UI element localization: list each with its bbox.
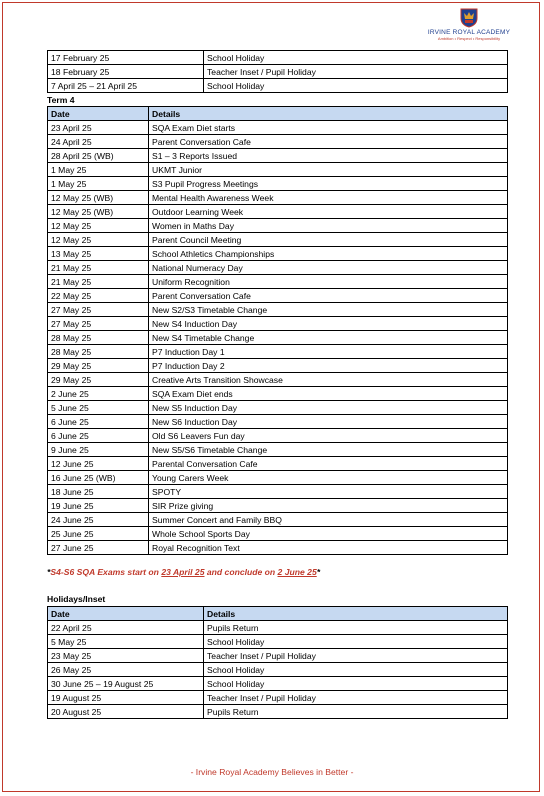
table-header-row — [48, 607, 508, 621]
row-date: 27 June 25 — [48, 541, 149, 555]
row-details: SIR Prize giving — [149, 499, 508, 513]
row-date: 23 April 25 — [48, 121, 149, 135]
row-details: Teacher Inset / Pupil Holiday — [204, 691, 508, 705]
table-row — [48, 261, 508, 275]
row-date: 1 May 25 — [48, 177, 149, 191]
table-row — [48, 275, 508, 289]
row-date: 26 May 25 — [48, 663, 204, 677]
row-date: 12 May 25 — [48, 233, 149, 247]
table-row — [48, 345, 508, 359]
row-details: Royal Recognition Text — [149, 541, 508, 555]
row-date: 18 February 25 — [48, 65, 204, 79]
row-details: Pupils Return — [204, 621, 508, 635]
table-row — [48, 219, 508, 233]
table-row — [48, 527, 508, 541]
table-row — [48, 457, 508, 471]
term3-continuation-table — [47, 50, 508, 93]
table-row — [48, 65, 508, 79]
table-row — [48, 359, 508, 373]
row-details: New S4 Timetable Change — [149, 331, 508, 345]
table-row — [48, 443, 508, 457]
table-row — [48, 663, 508, 677]
row-date: 28 May 25 — [48, 345, 149, 359]
table-row — [48, 499, 508, 513]
row-date: 30 June 25 – 19 August 25 — [48, 677, 204, 691]
crest-icon — [460, 8, 478, 28]
row-details: SQA Exam Diet ends — [149, 387, 508, 401]
row-date: 22 April 25 — [48, 621, 204, 635]
logo-name: IRVINE ROYAL ACADEMY — [427, 29, 511, 36]
school-logo — [424, 8, 514, 41]
table-row — [48, 635, 508, 649]
logo-motto: Ambition • Respect • Responsibility — [437, 36, 501, 41]
column-header-date: Date — [48, 607, 204, 621]
table-row — [48, 317, 508, 331]
table-row — [48, 79, 508, 93]
table-row — [48, 485, 508, 499]
table-row — [48, 373, 508, 387]
note-star: * — [316, 567, 321, 577]
note-star: * — [47, 567, 51, 577]
row-date: 13 May 25 — [48, 247, 149, 261]
row-date: 29 May 25 — [48, 359, 149, 373]
table-row — [48, 691, 508, 705]
table-row — [48, 331, 508, 345]
row-date: 17 February 25 — [48, 51, 204, 65]
row-date: 12 May 25 — [48, 219, 149, 233]
note-text: and conclude on — [204, 567, 278, 577]
row-date: 24 April 25 — [48, 135, 149, 149]
row-date: 21 May 25 — [48, 275, 149, 289]
row-details: Outdoor Learning Week — [149, 205, 508, 219]
row-details: School Holiday — [204, 663, 508, 677]
table-row — [48, 247, 508, 261]
row-details: Parental Conversation Cafe — [149, 457, 508, 471]
table-row — [48, 149, 508, 163]
table-row — [48, 471, 508, 485]
table-row — [48, 415, 508, 429]
holidays-table — [47, 606, 508, 719]
row-details: School Holiday — [204, 677, 508, 691]
row-details: New S5/S6 Timetable Change — [149, 443, 508, 457]
row-date: 24 June 25 — [48, 513, 149, 527]
row-date: 28 April 25 (WB) — [48, 149, 149, 163]
row-details: New S4 Induction Day — [149, 317, 508, 331]
row-date: 5 June 25 — [48, 401, 149, 415]
table-row — [48, 705, 508, 719]
row-date: 2 June 25 — [48, 387, 149, 401]
table-row — [48, 51, 508, 65]
table-row — [48, 135, 508, 149]
row-date: 19 June 25 — [48, 499, 149, 513]
row-details: School Holiday — [204, 635, 508, 649]
row-date: 25 June 25 — [48, 527, 149, 541]
row-date: 12 June 25 — [48, 457, 149, 471]
table-row — [48, 677, 508, 691]
note-text: S4-S6 SQA Exams start on — [50, 567, 162, 577]
column-header-details: Details — [204, 607, 508, 621]
row-details: Young Carers Week — [149, 471, 508, 485]
note-start-date: 23 April 25 — [161, 567, 205, 577]
table-row — [48, 121, 508, 135]
table-row — [48, 401, 508, 415]
row-details: New S6 Induction Day — [149, 415, 508, 429]
row-details: New S5 Induction Day — [149, 401, 508, 415]
row-date: 29 May 25 — [48, 373, 149, 387]
row-details: Parent Conversation Cafe — [149, 289, 508, 303]
table-row — [48, 163, 508, 177]
row-date: 19 August 25 — [48, 691, 204, 705]
table-row — [48, 303, 508, 317]
table-row — [48, 289, 508, 303]
table-row — [48, 177, 508, 191]
row-date: 1 May 25 — [48, 163, 149, 177]
row-details: P7 Induction Day 2 — [149, 359, 508, 373]
row-details: Mental Health Awareness Week — [149, 191, 508, 205]
table-row — [48, 513, 508, 527]
row-details: Pupils Return — [204, 705, 508, 719]
table-row — [48, 649, 508, 663]
row-date: 22 May 25 — [48, 289, 149, 303]
row-details: Old S6 Leavers Fun day — [149, 429, 508, 443]
row-details: Teacher Inset / Pupil Holiday — [204, 649, 508, 663]
row-details: SQA Exam Diet starts — [149, 121, 508, 135]
row-details: Summer Concert and Family BBQ — [149, 513, 508, 527]
row-details: National Numeracy Day — [149, 261, 508, 275]
table-row — [48, 233, 508, 247]
row-details: Teacher Inset / Pupil Holiday — [204, 65, 508, 79]
row-date: 16 June 25 (WB) — [48, 471, 149, 485]
row-details: S3 Pupil Progress Meetings — [149, 177, 508, 191]
row-details: School Holiday — [204, 51, 508, 65]
footer-tagline: - Irvine Royal Academy Believes in Better - — [190, 767, 354, 777]
row-details: Parent Conversation Cafe — [149, 135, 508, 149]
row-details: New S2/S3 Timetable Change — [149, 303, 508, 317]
row-date: 5 May 25 — [48, 635, 204, 649]
column-header-date: Date — [48, 107, 149, 121]
term4-heading: Term 4 — [47, 95, 75, 105]
term4-table — [47, 106, 508, 555]
table-row — [48, 541, 508, 555]
row-date: 6 June 25 — [48, 415, 149, 429]
row-details: P7 Induction Day 1 — [149, 345, 508, 359]
row-details: School Athletics Championships — [149, 247, 508, 261]
row-date: 20 August 25 — [48, 705, 204, 719]
row-date: 23 May 25 — [48, 649, 204, 663]
row-details: Women in Maths Day — [149, 219, 508, 233]
row-date: 12 May 25 (WB) — [48, 191, 149, 205]
column-header-details: Details — [149, 107, 508, 121]
row-details: Uniform Recognition — [149, 275, 508, 289]
table-row — [48, 621, 508, 635]
row-date: 21 May 25 — [48, 261, 149, 275]
row-details: Creative Arts Transition Showcase — [149, 373, 508, 387]
row-date: 9 June 25 — [48, 443, 149, 457]
row-date: 18 June 25 — [48, 485, 149, 499]
table-row — [48, 205, 508, 219]
row-date: 12 May 25 (WB) — [48, 205, 149, 219]
row-details: SPOTY — [149, 485, 508, 499]
table-row — [48, 191, 508, 205]
row-details: UKMT Junior — [149, 163, 508, 177]
table-row — [48, 387, 508, 401]
holidays-heading: Holidays/Inset — [47, 594, 106, 604]
row-date: 28 May 25 — [48, 331, 149, 345]
sqa-exam-note — [47, 567, 320, 577]
row-details: Parent Council Meeting — [149, 233, 508, 247]
table-header-row — [48, 107, 508, 121]
table-row — [48, 429, 508, 443]
row-details: School Holiday — [204, 79, 508, 93]
row-date: 27 May 25 — [48, 317, 149, 331]
row-date: 27 May 25 — [48, 303, 149, 317]
row-date: 7 April 25 – 21 April 25 — [48, 79, 204, 93]
row-date: 6 June 25 — [48, 429, 149, 443]
row-details: Whole School Sports Day — [149, 527, 508, 541]
note-end-date: 2 June 25 — [277, 567, 317, 577]
row-details: S1 – 3 Reports Issued — [149, 149, 508, 163]
